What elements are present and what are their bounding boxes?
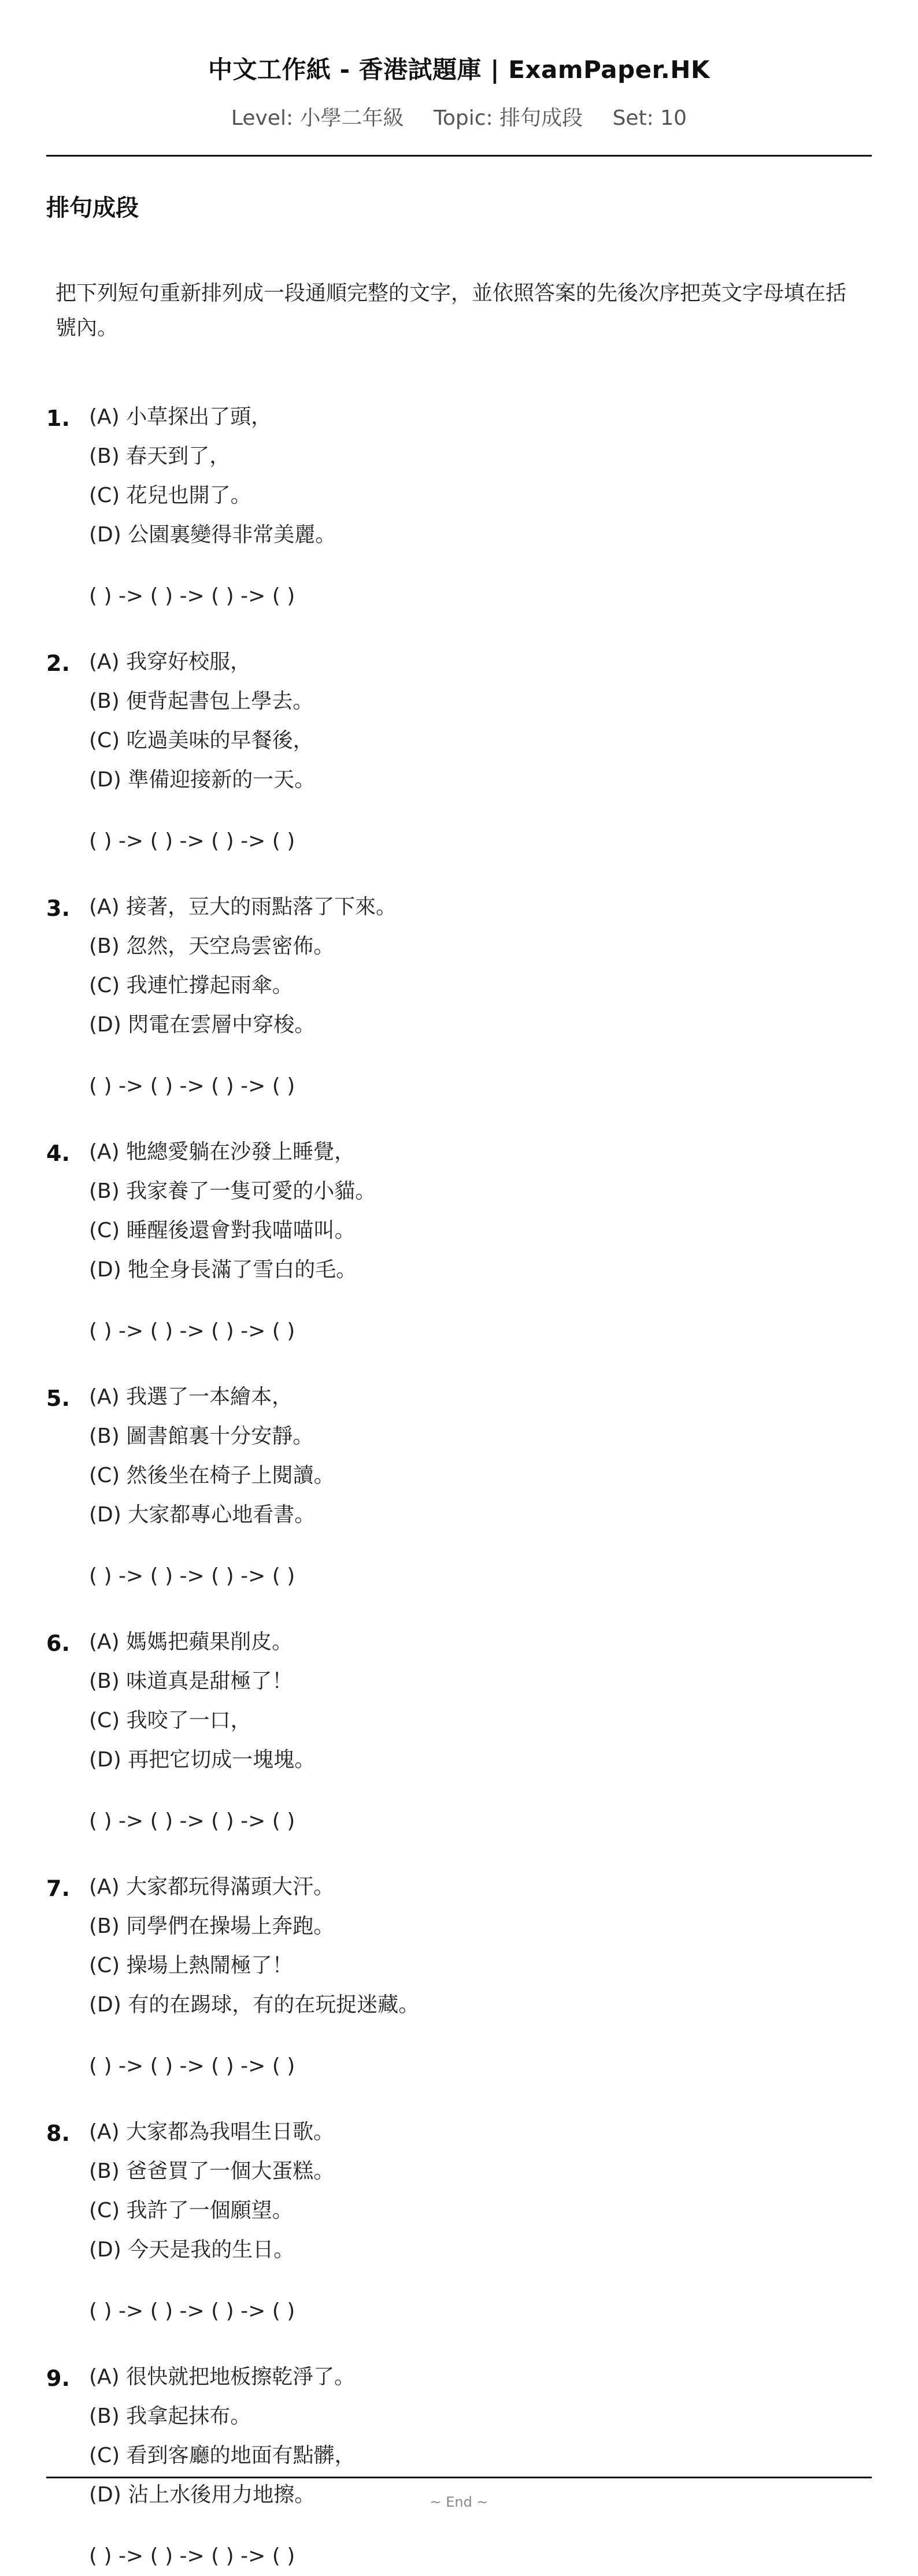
option-line: (D) 再把它切成一塊塊。 [89, 1748, 316, 1772]
option-line: (D) 閃電在雲層中穿梭。 [89, 1013, 316, 1037]
option-line: (C) 我連忙撐起雨傘。 [89, 974, 293, 997]
question-number: 6. [46, 1631, 70, 1656]
option-line: (B) 同學們在操場上奔跑。 [89, 1914, 335, 1938]
option-line: (A) 大家都為我唱生日歌。 [89, 2120, 335, 2144]
topic-label: Topic: 排句成段 [433, 106, 583, 130]
option-line: (C) 我許了一個願望。 [89, 2199, 293, 2222]
option-line: (A) 牠總愛躺在沙發上睡覺， [89, 1140, 356, 1164]
question-number: 5. [46, 1386, 70, 1411]
option-line: (B) 味道真是甜極了！ [89, 1669, 293, 1693]
option-line: (A) 小草探出了頭， [89, 405, 272, 429]
option-line: (A) 大家都玩得滿頭大汗。 [89, 1875, 335, 1899]
option-line: (D) 沾上水後用力地擦。 [89, 2483, 316, 2507]
option-list [89, 1133, 376, 1290]
answer-blanks: ( ) -> ( ) -> ( ) -> ( ) [89, 2544, 295, 2568]
end-marker: ~ End ~ [430, 2494, 488, 2510]
answer-blanks: ( ) -> ( ) -> ( ) -> ( ) [89, 584, 295, 608]
header-divider [46, 155, 872, 157]
option-list [89, 2358, 356, 2515]
option-list [89, 643, 315, 800]
option-list [89, 2113, 334, 2270]
option-line: (B) 圖書館裏十分安靜。 [89, 1424, 314, 1448]
option-line: (C) 看到客廳的地面有點髒， [89, 2444, 356, 2467]
option-line: (A) 很快就把地板擦乾淨了。 [89, 2365, 356, 2389]
answer-blanks: ( ) -> ( ) -> ( ) -> ( ) [89, 1074, 295, 1098]
answer-blanks: ( ) -> ( ) -> ( ) -> ( ) [89, 2299, 295, 2323]
option-line: (A) 接著，豆大的雨點落了下來。 [89, 895, 397, 919]
option-list [89, 398, 336, 555]
option-line: (D) 牠全身長滿了雪白的毛。 [89, 1258, 357, 1282]
option-line: (C) 吃過美味的早餐後， [89, 729, 314, 752]
footer-divider [46, 2477, 872, 2478]
option-line: (C) 睡醒後還會對我喵喵叫。 [89, 1219, 356, 1242]
option-line: (B) 爸爸買了一個大蛋糕。 [89, 2159, 335, 2183]
option-list [89, 1868, 419, 2025]
worksheet-meta [0, 102, 918, 131]
option-line: (D) 今天是我的生日。 [89, 2238, 295, 2262]
option-line: (B) 便背起書包上學去。 [89, 689, 314, 713]
section-title: 排句成段 [46, 195, 139, 221]
page-header [0, 51, 918, 131]
option-line: (C) 然後坐在椅子上閱讀。 [89, 1464, 335, 1487]
option-line: (B) 我拿起抹布。 [89, 2404, 251, 2428]
set-label: Set: 10 [612, 106, 687, 130]
option-line: (D) 公園裏變得非常美麗。 [89, 523, 336, 547]
option-line: (C) 花兒也開了。 [89, 484, 251, 507]
option-line: (B) 我家養了一隻可愛的小貓。 [89, 1179, 376, 1203]
question-number: 2. [46, 651, 70, 676]
option-line: (B) 春天到了， [89, 444, 231, 468]
option-line: (A) 我選了一本繪本， [89, 1385, 293, 1409]
option-line: (B) 忽然，天空烏雲密佈。 [89, 934, 335, 958]
answer-blanks: ( ) -> ( ) -> ( ) -> ( ) [89, 829, 295, 853]
option-list [89, 1623, 315, 1780]
question-number: 7. [46, 1876, 70, 1901]
option-line: (D) 準備迎接新的一天。 [89, 768, 316, 792]
option-line: (D) 有的在踢球，有的在玩捉迷藏。 [89, 1993, 420, 2017]
level-label: Level: 小學二年級 [231, 106, 404, 130]
option-list [89, 888, 397, 1045]
answer-blanks: ( ) -> ( ) -> ( ) -> ( ) [89, 1319, 295, 1343]
option-line: (C) 操場上熱鬧極了！ [89, 1954, 293, 1977]
option-line: (D) 大家都專心地看書。 [89, 1503, 316, 1527]
answer-blanks: ( ) -> ( ) -> ( ) -> ( ) [89, 1809, 295, 1833]
question-number: 8. [46, 2121, 70, 2146]
option-line: (A) 媽媽把蘋果削皮。 [89, 1630, 293, 1654]
answer-blanks: ( ) -> ( ) -> ( ) -> ( ) [89, 1564, 295, 1588]
question-number: 4. [46, 1141, 70, 1166]
question-number: 1. [46, 406, 70, 431]
option-line: (A) 我穿好校服， [89, 650, 251, 674]
question-number: 3. [46, 896, 70, 921]
answer-blanks: ( ) -> ( ) -> ( ) -> ( ) [89, 2054, 295, 2078]
option-list [89, 1378, 335, 1535]
option-line: (C) 我咬了一口， [89, 1709, 251, 1732]
instructions-text: 把下列短句重新排列成一段通順完整的文字，並依照答案的先後次序把英文字母填在括號內。 [55, 281, 847, 340]
question-number: 9. [46, 2366, 70, 2391]
page-title: 中文工作紙 - 香港試題庫 | ExamPaper.HK [208, 55, 710, 84]
